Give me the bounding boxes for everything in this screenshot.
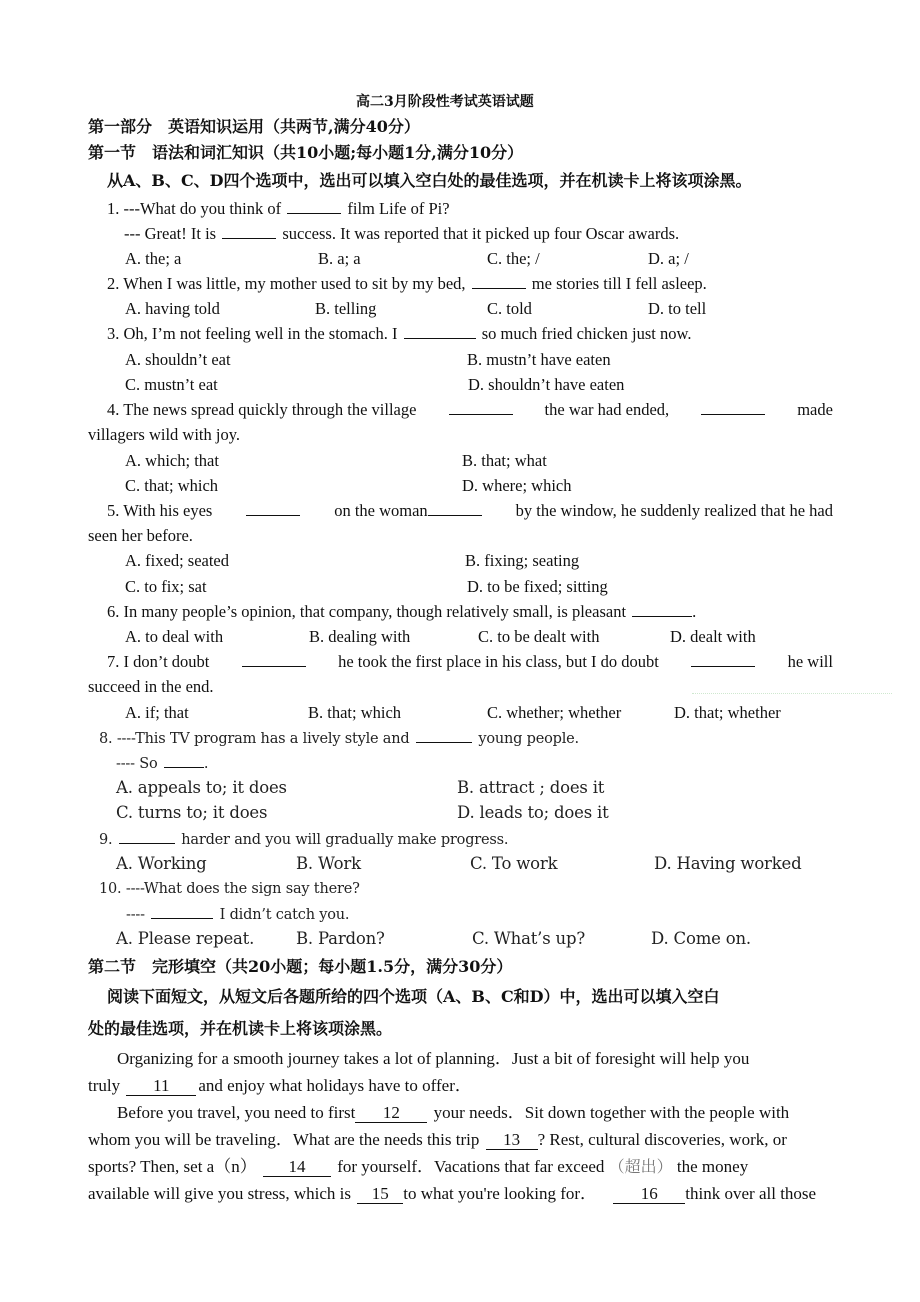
option-b: B. a; a (318, 249, 361, 268)
option-c: C. the; / (487, 249, 540, 268)
question-text: ----What does the sign say there? (125, 881, 360, 897)
passage-text: truly (88, 1076, 121, 1095)
option-d: D. dealt with (670, 627, 756, 646)
section2-heading: 第二节 完形填空（共20小题；每小题1.5分，满分30分） (88, 957, 513, 976)
passage-text: ? Rest, cultural discoveries, work, or (537, 1130, 787, 1149)
question-number: 8. (99, 731, 113, 747)
question-4 (107, 399, 833, 421)
question-6 (107, 601, 696, 623)
option-d: D. to be fixed; sitting (467, 577, 608, 596)
answer-blank (416, 727, 472, 743)
gloss-annotation: （超出） (608, 1157, 673, 1176)
option-c: C. What’s up? (472, 929, 585, 948)
option-d: D. shouldn’t have eaten (468, 375, 625, 394)
cloze-blank-11: 11 (126, 1077, 196, 1096)
option-d: D. a; / (648, 249, 689, 268)
question-text: --- Great! It is (124, 224, 217, 243)
divider (692, 693, 892, 694)
option-d: D. that; whether (674, 703, 781, 722)
question-text: I didn’t catch you. (219, 907, 350, 923)
answer-blank (428, 500, 482, 516)
option-c: C. that; which (125, 476, 219, 495)
passage-p2-line4 (88, 1183, 816, 1205)
question-text: young people. (478, 731, 579, 747)
question-number-and-text: 7. I don’t doubt (107, 652, 210, 671)
passage-text: whom you will be traveling．What are the needs this trip (88, 1130, 480, 1149)
question-text: the war had ended, (544, 400, 670, 419)
section2-instruction-cont: 处的最佳选项，并在机读卡上将该项涂黑。 (88, 1019, 393, 1038)
question-4-cont: villagers wild with joy. (88, 425, 240, 444)
question-text: harder and you will gradually make progress. (181, 832, 509, 848)
answer-blank (691, 651, 755, 667)
question-7-cont: succeed in the end. (88, 677, 214, 696)
passage-text: available will give you stress, which is (88, 1184, 351, 1203)
question-text: ----This TV program has a lively style and (116, 731, 410, 747)
option-d: D. Having worked (654, 854, 802, 873)
passage-text: your needs．Sit down together with the people with (433, 1103, 790, 1122)
question-number-and-text: 4. The news spread quickly through the village (107, 400, 417, 419)
question-number: 3. (107, 324, 120, 343)
passage-text: for yourself．Vacations that far exceed (337, 1157, 605, 1176)
answer-blank (632, 601, 692, 617)
question-number: 10. (99, 881, 122, 897)
question-text: In many people’s opinion, that company, though relatively small, is pleasant (123, 602, 627, 621)
answer-blank (164, 752, 204, 768)
question-number: 2. (107, 274, 120, 293)
question-text: by the window, he suddenly realized that he had (515, 501, 833, 520)
cloze-blank-15: 15 (357, 1185, 403, 1204)
answer-blank (151, 903, 213, 919)
passage-p2-line1 (117, 1102, 789, 1124)
answer-blank (701, 399, 765, 415)
option-b: B. Pardon? (296, 929, 385, 948)
option-a: A. which; that (125, 451, 219, 470)
passage-text: Before you travel, you need to first (117, 1103, 356, 1122)
passage-text: sports? Then, set a（n） (88, 1157, 257, 1176)
option-b: B. dealing with (309, 627, 411, 646)
question-text: film Life of Pi? (347, 199, 450, 218)
question-5-cont: seen her before. (88, 526, 193, 545)
answer-blank (472, 273, 526, 289)
question-text: Oh, I’m not feeling well in the stomach. I (123, 324, 398, 343)
option-a: A. fixed; seated (125, 551, 230, 570)
answer-blank (246, 500, 300, 516)
passage-p2-line2 (88, 1129, 787, 1151)
answer-blank (404, 323, 476, 339)
option-d: D. Come on. (651, 929, 751, 948)
option-a: A. if; that (125, 703, 189, 722)
option-b: B. attract ; does it (457, 778, 605, 797)
question-10 (99, 878, 360, 900)
option-b: B. Work (296, 854, 361, 873)
cloze-blank-12: 12 (355, 1104, 427, 1123)
passage-text: think over all those (685, 1184, 817, 1203)
question-number-and-text: 5. With his eyes (107, 501, 213, 520)
question-text: he took the first place in his class, but I do doubt (338, 652, 659, 671)
option-a: A. Working (116, 854, 207, 873)
section1-instruction: 从A、B、C、D四个选项中，选出可以填入空白处的最佳选项，并在机读卡上将该项涂黑。 (107, 171, 752, 190)
question-2 (107, 273, 707, 295)
option-a: A. shouldn’t eat (125, 350, 231, 369)
option-c: C. turns to; it does (116, 803, 268, 822)
answer-blank (449, 399, 513, 415)
option-a: A. having told (125, 299, 220, 318)
question-number: 6. (107, 602, 120, 621)
question-7 (107, 651, 833, 673)
question-5 (107, 500, 833, 522)
option-b: B. fixing; seating (465, 551, 580, 570)
cloze-blank-14: 14 (263, 1158, 331, 1177)
option-c: C. told (487, 299, 532, 318)
option-a: A. to deal with (125, 627, 224, 646)
answer-blank (222, 223, 276, 239)
question-text: ---- So (116, 756, 158, 772)
cloze-blank-13: 13 (486, 1131, 538, 1150)
answer-blank (287, 198, 341, 214)
section2-instruction: 阅读下面短文，从短文后各题所给的四个选项（A、B、C和D）中，选出可以填入空白 (107, 987, 720, 1006)
passage-p1-line1: Organizing for a smooth journey takes a lot of planning．Just a bit of foresight will help you (117, 1049, 750, 1068)
option-c: C. To work (470, 854, 558, 873)
question-text: on the woman (334, 500, 483, 522)
option-d: D. to tell (648, 299, 707, 318)
passage-text: to what you're looking for． (403, 1184, 598, 1203)
passage-p2-line3 (88, 1156, 748, 1178)
option-a: A. appeals to; it does (116, 778, 287, 797)
option-c: C. to fix; sat (125, 577, 207, 596)
section1-heading: 第一节 语法和词汇知识（共10小题;每小题1分,满分10分） (88, 143, 524, 162)
question-text: made (797, 400, 833, 419)
option-c: C. to be dealt with (478, 627, 600, 646)
question-text: success. It was reported that it picked up four Oscar awards. (282, 224, 680, 243)
question-3 (107, 323, 691, 345)
question-text: so much fried chicken just now. (481, 324, 692, 343)
cloze-blank-16: 16 (613, 1185, 685, 1204)
question-number: 9. (99, 832, 113, 848)
option-b: B. mustn’t have eaten (467, 350, 611, 369)
question-1-reply (124, 223, 679, 245)
question-8 (99, 727, 579, 750)
question-text: me stories till I fell asleep. (531, 274, 707, 293)
question-8-reply (116, 752, 208, 775)
question-text: ---What do you think of (123, 199, 282, 218)
passage-text: the money (676, 1157, 749, 1176)
passage-text: and enjoy what holidays have to offer． (198, 1076, 472, 1095)
option-a: A. Please repeat. (116, 929, 255, 948)
option-d: D. leads to; does it (457, 803, 609, 822)
option-a: A. the; a (125, 249, 182, 268)
option-c: C. mustn’t eat (125, 375, 218, 394)
question-10-reply (126, 903, 349, 926)
option-d: D. where; which (462, 476, 572, 495)
exam-title: 高二3月阶段性考试英语试题 (356, 94, 534, 110)
option-b: B. that; what (462, 451, 547, 470)
question-text: he will (787, 652, 833, 671)
question-punct: . (692, 602, 697, 621)
question-text: When I was little, my mother used to sit by my bed, (123, 274, 466, 293)
question-text: ---- (126, 907, 145, 923)
passage-p1-line2 (88, 1075, 472, 1097)
option-b: B. that; which (308, 703, 402, 722)
question-number: 1. (107, 199, 120, 218)
option-b: B. telling (315, 299, 377, 318)
answer-blank (119, 828, 175, 844)
part1-heading: 第一部分 英语知识运用（共两节,满分40分） (88, 117, 420, 136)
question-9 (99, 828, 508, 851)
question-punct: . (203, 756, 209, 772)
answer-blank (242, 651, 306, 667)
option-c: C. whether; whether (487, 703, 622, 722)
question-1 (107, 198, 450, 220)
